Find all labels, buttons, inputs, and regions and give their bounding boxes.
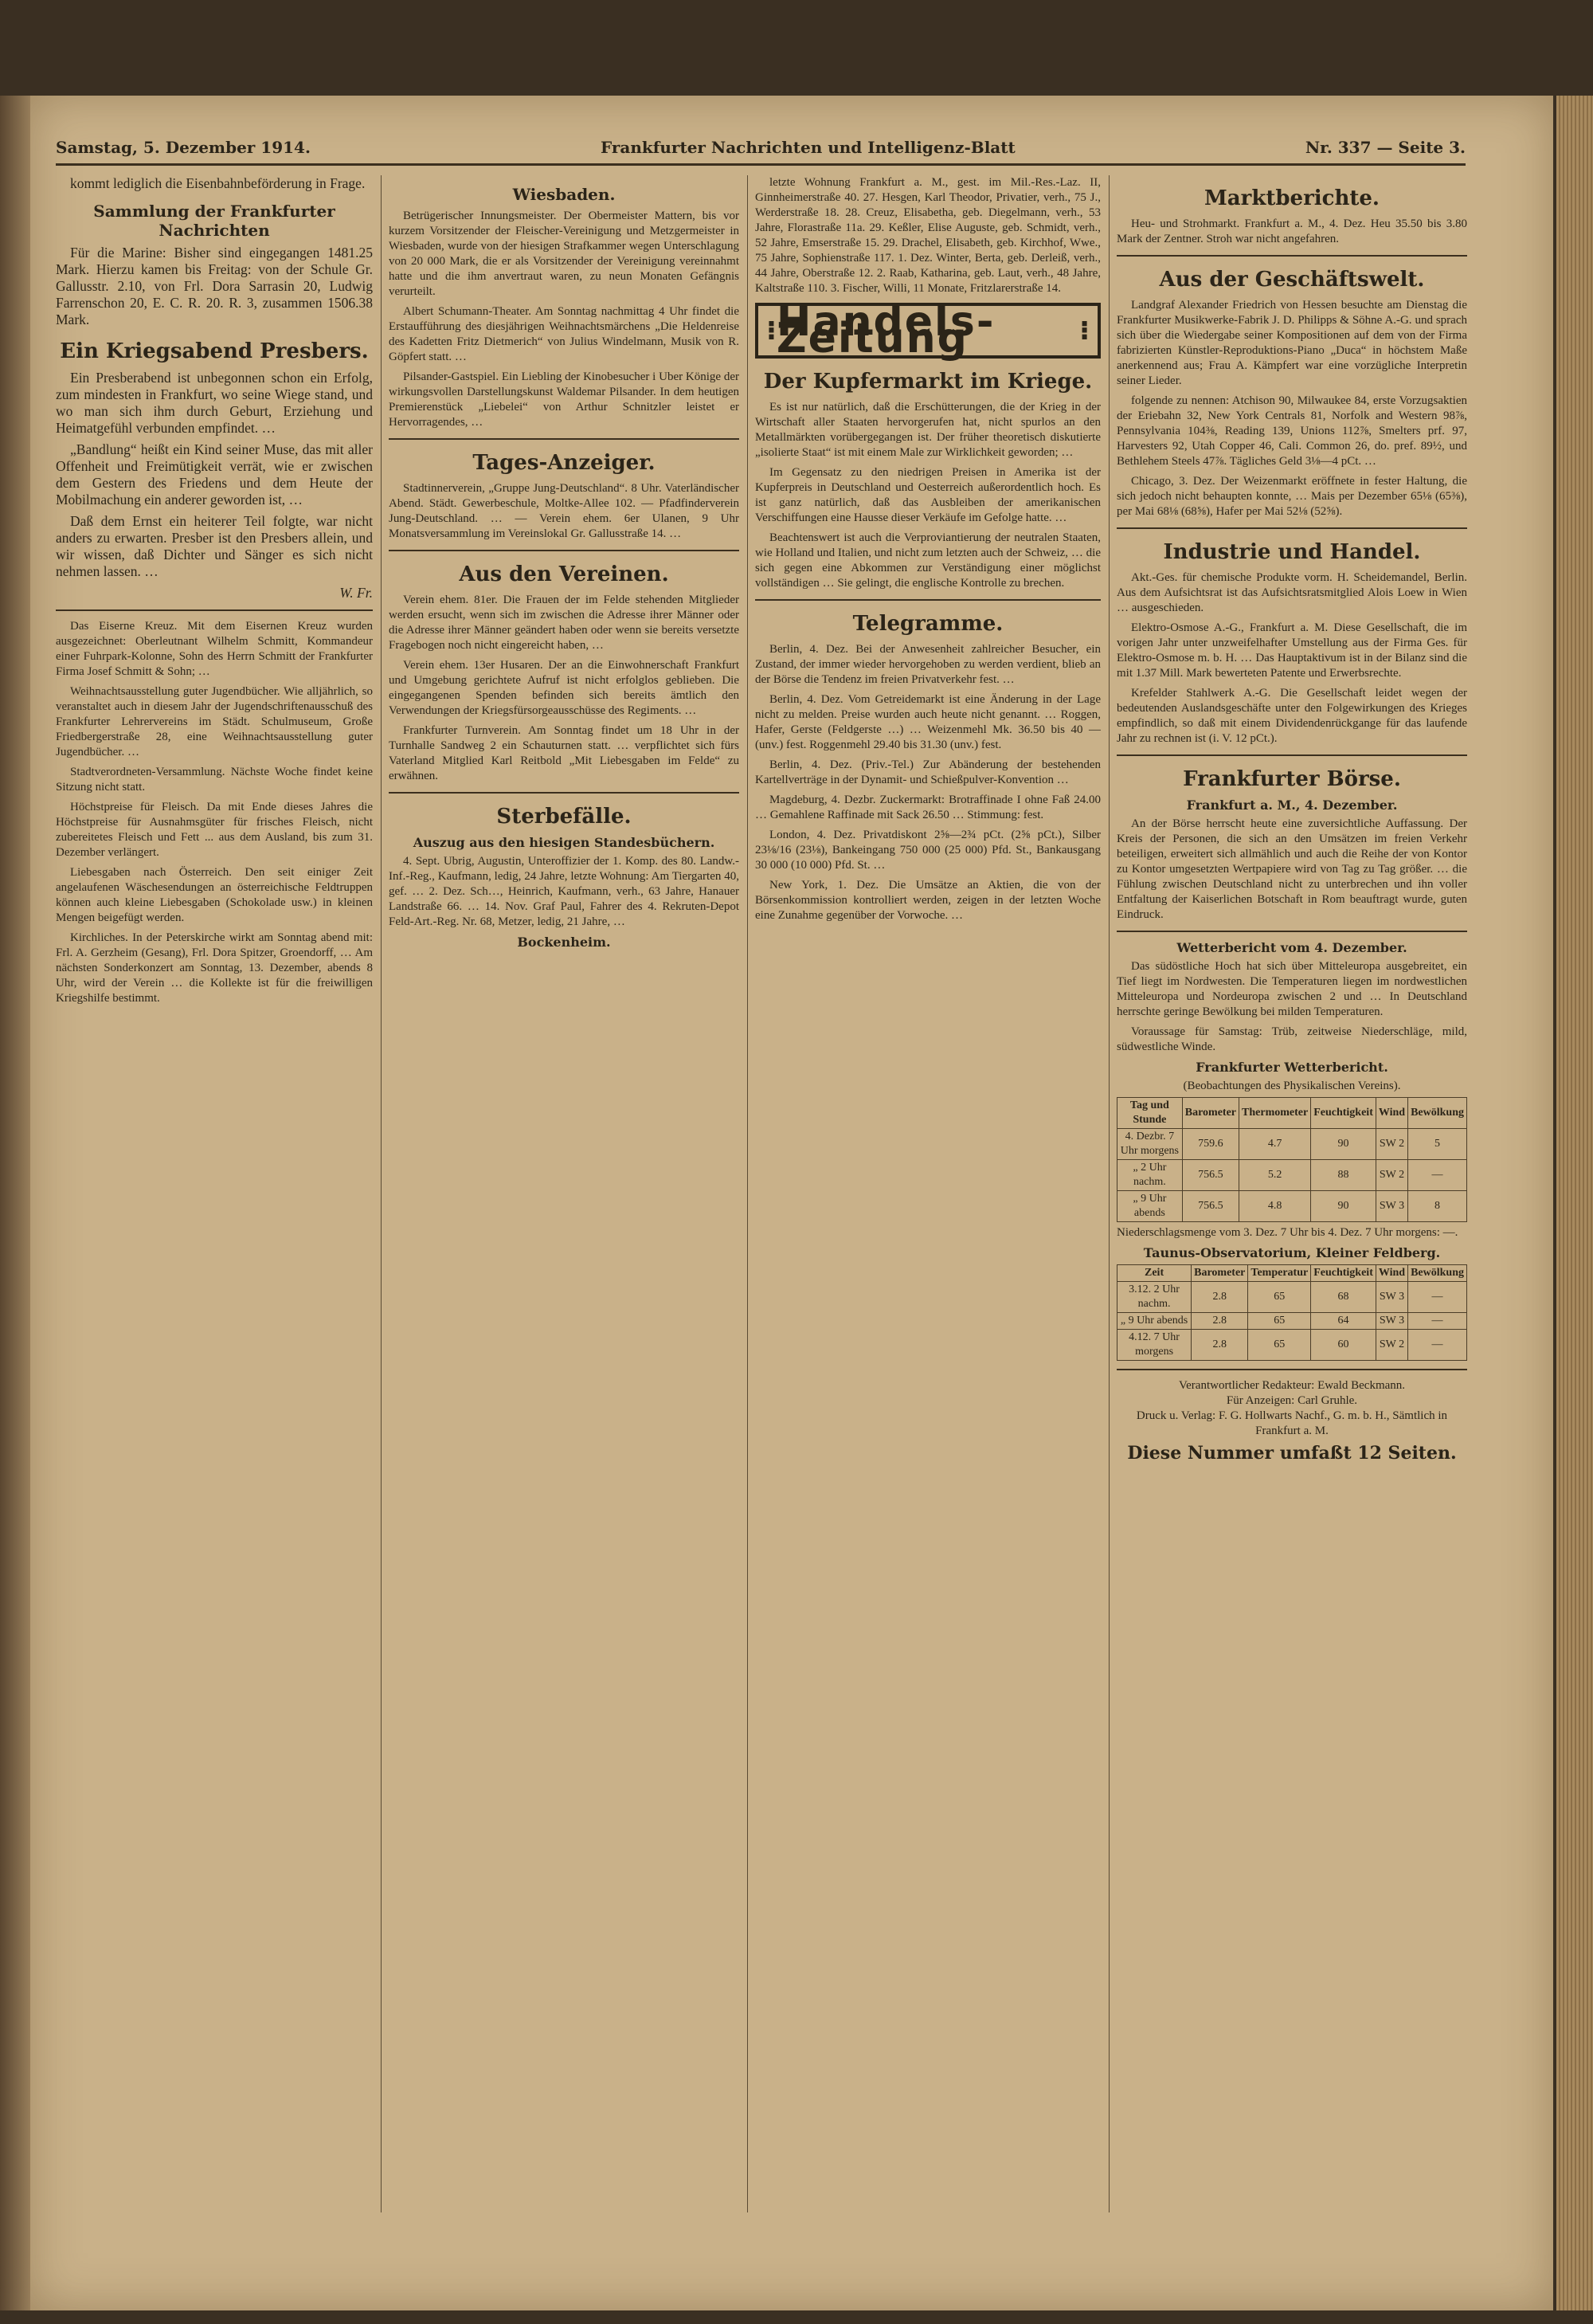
table-cell: 88 bbox=[1311, 1160, 1376, 1191]
page-edges bbox=[1556, 96, 1593, 2310]
divider bbox=[1117, 754, 1467, 756]
article-text: Im Gegensatz zu den niedrigen Preisen in Amerika ist der Kupferpreis in Deutschland und Oesterreich außerordentlich hoch. Es ist ganz natürlich, daß das Ausbleiben der amerikanischen Verschiffungen eine Hausse dieser Verkäufe im Gefolge hatte. … bbox=[755, 466, 1101, 524]
table-cell: 756.5 bbox=[1182, 1191, 1239, 1222]
table-cell: SW 2 bbox=[1376, 1129, 1407, 1160]
table-cell: — bbox=[1408, 1282, 1467, 1313]
news-item: Höchstpreise für Fleisch. Da mit Ende dieses Jahres die Höchstpreise für Ausnahmsgüter für frisches Fleisch, nicht zubereitetes Fleisch und Fett ... aus dem Ausland, bis zum 31. Dezember verlängert. bbox=[56, 801, 373, 859]
telegram: Magdeburg, 4. Dezbr. Zuckermarkt: Brotraffinade I ohne Faß 24.00 … Gemahlene Raffinade mit Sack 26.50 … Stimmung: fest. bbox=[755, 794, 1101, 821]
telegram: Berlin, 4. Dez. Vom Getreidemarkt ist eine Änderung in der Lage nicht zu melden. Preise wurden auch heute nicht genannt. … Roggen, Hafer, Gerste (Feldgerste …) … Weizenmehl Mk. 36.50 bis 40 — (unv.) fest. Roggenmehl 29.40 bis 31.30 (unv.) fest. bbox=[755, 693, 1101, 751]
header-issue: Nr. 337 — Seite 3. bbox=[1305, 138, 1466, 157]
weather-table-title: Taunus-Observatorium, Kleiner Feldberg. bbox=[1143, 1245, 1441, 1260]
article-text: Es ist nur natürlich, daß die Erschütterungen, die der Krieg in der Wirtschaft aller Staaten hervorgerufen hat, nicht spurlos an den Metallmärkten vorübergegangen ist. Der früher theoretisch diskutierte „isolierte Staat“ ist mit einem Male zur Wirklichkeit geworden; … bbox=[755, 401, 1101, 459]
table-cell: 5 bbox=[1408, 1129, 1467, 1160]
table-header-cell: Barometer bbox=[1192, 1265, 1248, 1282]
table-row bbox=[1117, 1282, 1467, 1313]
weather-heading: Wetterbericht vom 4. Dezember. bbox=[1176, 940, 1407, 955]
news-item: Liebesgaben nach Österreich. Den seit einiger Zeit angelaufenen Wäschesendungen an österreichische Feldtruppen können auch kleine Liebesgaben (Schokolade usw.) in kleinen Mengen beigefügt werden. bbox=[56, 866, 373, 924]
table-header-cell: Bewölkung bbox=[1408, 1265, 1467, 1282]
column-4 bbox=[1117, 175, 1467, 2220]
divider bbox=[56, 609, 373, 611]
divider bbox=[1117, 1369, 1467, 1370]
table-row bbox=[1117, 1160, 1467, 1191]
table-cell: 90 bbox=[1311, 1191, 1376, 1222]
table-header-cell: Barometer bbox=[1182, 1098, 1239, 1129]
column-3 bbox=[755, 175, 1101, 2220]
market-text: Chicago, 3. Dez. Der Weizenmarkt eröffnete in fester Haltung, die sich jedoch nicht behaupten konnte, … Mais per Dezember 65⅛ (65⅜), per Mai 68⅛ (68⅝), Hafer per Mai 52⅛ (52⅝). bbox=[1117, 475, 1467, 518]
news-item: Kirchliches. In der Peterskirche wirkt am Sonntag abend mit: Frl. A. Gerzheim (Gesang), Frl. Dora Spitzer, Groendorff, … Am nächsten Sonderkonzert am Sonntag, 13. Dezember, abends 8 Uhr, wird der Verein … die Kollekte ist für die freiwilligen Kriegshilfe bestimmt. bbox=[56, 931, 373, 1005]
header-masthead: Frankfurter Nachrichten und Intelligenz-Blatt bbox=[601, 138, 1016, 157]
weather-note: Niederschlagsmenge vom 3. Dez. 7 Uhr bis 4. Dez. 7 Uhr morgens: —. bbox=[1117, 1226, 1458, 1239]
table-cell: — bbox=[1408, 1160, 1467, 1191]
table-cell: 90 bbox=[1311, 1129, 1376, 1160]
table-cell: „ 9 Uhr abends bbox=[1117, 1191, 1183, 1222]
column-rule bbox=[747, 175, 748, 2212]
table-cell: 4.8 bbox=[1239, 1191, 1311, 1222]
weather-table-title: Frankfurter Wetterbericht. bbox=[1196, 1060, 1388, 1075]
divider bbox=[389, 792, 739, 794]
table-cell: SW 3 bbox=[1376, 1282, 1407, 1313]
section-heading: Aus der Geschäftswelt. bbox=[1159, 268, 1425, 292]
table-cell: 68 bbox=[1311, 1282, 1376, 1313]
news-item: Stadtinnerverein, „Gruppe Jung-Deutschland“. 8 Uhr. Vaterländischer Abend. Städt. Gewerbeschule, Moltke-Allee 102. — Pfadfinderverein Jung-Deutschland. … — Verein ehem. 6er Ulanen, 9 Uhr Monatsversammlung im Vereinslokal Gr. Gallusstraße 14. … bbox=[389, 482, 739, 540]
obituary-continuation: letzte Wohnung Frankfurt a. M., gest. im Mil.-Res.-Laz. II, Ginnheimerstraße 40. 27. Hesgen, Karl Theodor, Privatier, verh., 75 J., Werderstraße 18. 28. Creuz, Elisabetha, geb. Diegelmann, verh., 53 Jahre, Florastraße 11a. 29. Keßler, Elise Auguste, geb. Schmidt, verh., 52 Jahre, Emserstraße 15. 29. Drachel, Elisabeth, geb. Kirchhof, Wwe., 75 Jahre, Sophienstraße 117. 1. Dez. Winter, Berta, geb. Derleiß, verh., 44 Jahre, Oberstraße 12. 2. Raab, Katharina, geb. Laut, verh., 48 Jahre, Kaltstraße 110. 3. Fischer, Willi, 11 Monate, Fritzlarerstraße 14. bbox=[755, 176, 1101, 295]
column-2 bbox=[389, 175, 739, 2220]
section-heading: Frankfurter Börse. bbox=[1183, 767, 1401, 791]
banner-ornament-icon: ⁝ bbox=[766, 314, 777, 347]
table-cell: 4.7 bbox=[1239, 1129, 1311, 1160]
article-text: Daß dem Ernst ein heiterer Teil folgte, war nicht anders zu erwarten. Presber ist den Presbers allein, und wir wissen, daß Dichter und Sänger es sich nicht nehmen lassen. … bbox=[56, 513, 373, 579]
article-text: „Bandlung“ heißt ein Kind seiner Muse, das mit aller Offenheit und Freimütigkeit verrät, wie er zwischen dem Gestern des Friedens und dem Heute der Mobilmachung ein anderer geworden ist, … bbox=[56, 441, 373, 508]
banner-ornament-icon: ⁝ bbox=[1079, 314, 1090, 347]
table-cell: 5.2 bbox=[1239, 1160, 1311, 1191]
news-item: Krefelder Stahlwerk A.-G. Die Gesellschaft leidet wegen der bedeutenden Auslandsgeschäfte unter den Folgewirkungen des Krieges empfindlich, so daß mit einem Dividendenrückgange für das laufende Jahr zu rechnen ist (i. V. 12 pCt.). bbox=[1117, 687, 1467, 745]
section-subheading: Auszug aus den hiesigen Standesbüchern. bbox=[413, 835, 715, 850]
divider bbox=[1117, 255, 1467, 257]
section-heading: Marktberichte. bbox=[1204, 186, 1380, 210]
table-cell: 60 bbox=[1311, 1330, 1376, 1361]
table-row bbox=[1117, 1330, 1467, 1361]
frankfurt-weather-table bbox=[1117, 1097, 1467, 1222]
news-item: Stadtverordneten-Versammlung. Nächste Woche findet keine Sitzung nicht statt. bbox=[56, 766, 373, 794]
table-cell: 64 bbox=[1311, 1313, 1376, 1330]
table-cell: 4.12. 7 Uhr morgens bbox=[1117, 1330, 1192, 1361]
section-heading: Wiesbaden. bbox=[512, 185, 616, 204]
news-item: Heu- und Strohmarkt. Frankfurt a. M., 4. Dez. Heu 35.50 bis 3.80 Mark der Zentner. Stroh war nicht angefahren. bbox=[1117, 218, 1467, 245]
section-heading: Telegramme. bbox=[852, 612, 1004, 636]
imprint-ads: Für Anzeigen: Carl Gruhle. bbox=[1226, 1394, 1358, 1407]
table-cell: SW 2 bbox=[1376, 1160, 1407, 1191]
section-heading: Der Kupfermarkt im Kriege. bbox=[763, 370, 1093, 394]
weather-forecast: Voraussage für Samstag: Trüb, zeitweise Niederschläge, mild, südwestliche Winde. bbox=[1117, 1025, 1467, 1053]
news-item: Das Eiserne Kreuz. Mit dem Eisernen Kreuz wurden ausgezeichnet: Oberleutnant Wilhelm Schmitt, Kommandeur einer Fuhrpark-Kolonne, Sohn des Herrn Schmitt der Frankfurter Firma Josef Schmitt & Sohn; … bbox=[56, 620, 373, 678]
article-text: Für die Marine: Bisher sind eingegangen 1481.25 Mark. Hierzu kamen bis Freitag: von der Schule Gr. Gallusstr. 2.10, von Frl. Dora Sarrasin 20, Ludwig Farrenschon 20, E. C. R. 20. R. 3, zusammen 1506.38 Mark. bbox=[56, 245, 373, 327]
section-subheading: Bockenheim. bbox=[517, 935, 611, 950]
page-count-note: Diese Nummer umfaßt 12 Seiten. bbox=[1127, 1443, 1457, 1464]
table-cell: „ 2 Uhr nachm. bbox=[1117, 1160, 1183, 1191]
market-text: folgende zu nennen: Atchison 90, Milwaukee 84, erste Vorzugsaktien der Eriebahn 32, New York Centrals 81, Norfolk and Western 98⅞, Pennsylvania 104⅜, Reading 139, Unions 112⅞, Smelters prf. 97, Harvesters 92, Utah Copper 46, Cali. Common 26, do. pref. 89½, und Bethlehem Steels 47⅞. Tägliches Geld 3⅛—4 pCt. … bbox=[1117, 394, 1467, 468]
table-cell: 3.12. 2 Uhr nachm. bbox=[1117, 1282, 1192, 1313]
table-row bbox=[1117, 1313, 1467, 1330]
telegram: Berlin, 4. Dez. Bei der Anwesenheit zahlreicher Besucher, ein Zustand, der immer wieder hervorgehoben zu werden verdient, blieb an der Börse die Tendenz im freien Privatverkehr fest. … bbox=[755, 643, 1101, 686]
header-date: Samstag, 5. Dezember 1914. bbox=[56, 138, 311, 157]
table-cell: 2.8 bbox=[1192, 1330, 1248, 1361]
divider bbox=[1117, 931, 1467, 932]
divider bbox=[755, 599, 1101, 601]
table-cell: 2.8 bbox=[1192, 1313, 1248, 1330]
table-header-cell: Feuchtigkeit bbox=[1311, 1098, 1376, 1129]
table-row bbox=[1117, 1191, 1467, 1222]
section-heading: Sterbefälle. bbox=[496, 805, 632, 829]
dateline: Frankfurt a. M., 4. Dezember. bbox=[1186, 798, 1398, 813]
table-header-cell: Zeit bbox=[1117, 1265, 1192, 1282]
column-1 bbox=[56, 175, 373, 2220]
table-header-cell: Tag und Stunde bbox=[1117, 1098, 1183, 1129]
article-text: An der Börse herrscht heute eine zuversichtliche Auffassung. Der Kreis der Personen, die sich an den Umsätzen im freien Verkehr beteiligen, erweitert sich allmählich und auch die Reihe der von Kontor zu Kontor umgesetzten Wertpapiere wird von Tag zu Tag größer. … die Fühlung zwischen Deutschland nicht zu unterbrechen und ihn voller Entfaltung der Kaiserlichen Botschaft in Rom beauftragt wurde, guten Eindruck. bbox=[1117, 817, 1467, 921]
news-item: Weihnachtsausstellung guter Jugendbücher. Wie alljährlich, so veranstaltet auch in diesem Jahr der Jugendschriftenausschuß des Frankfurter Lehrervereins im Städt. Schulmuseum, Große Friedbergerstraße 28, eine Weihnachtsausstellung guter Jugendbücher. … bbox=[56, 685, 373, 758]
table-cell: „ 9 Uhr abends bbox=[1117, 1313, 1192, 1330]
author-signature: W. Fr. bbox=[339, 585, 373, 601]
table-cell: SW 2 bbox=[1376, 1330, 1407, 1361]
article-text: Ein Presberabend ist unbegonnen schon ein Erfolg, zum mindesten in Frankfurt, wo seine Wiege stand, und wo man sich ihm durch Geburt, Erziehung und Heimatgefühl verbunden empfindet. … bbox=[56, 370, 373, 436]
news-item: Verein ehem. 13er Husaren. Der an die Einwohnerschaft Frankfurt und Umgebung gerichtete Aufruf ist nicht erfolglos geblieben. Die eingegangenen Spenden befinden sich bereits ämtlich den Verwendungen der Kriegsfürsorgeausschüsse des Regiments. … bbox=[389, 659, 739, 717]
table-row bbox=[1117, 1129, 1467, 1160]
table-cell: — bbox=[1408, 1330, 1467, 1361]
table-cell: SW 3 bbox=[1376, 1313, 1407, 1330]
table-cell: 65 bbox=[1248, 1313, 1311, 1330]
divider bbox=[389, 550, 739, 551]
column-rule bbox=[381, 175, 382, 2212]
page-header bbox=[56, 131, 1466, 166]
news-item: Akt.-Ges. für chemische Produkte vorm. H. Scheidemandel, Berlin. Aus dem Aufsichtsrat ist das Aufsichtsratsmitglied Alois Loew in Wien … ausgeschieden. bbox=[1117, 571, 1467, 614]
news-item: Verein ehem. 81er. Die Frauen der im Felde stehenden Mitglieder werden ersucht, wenn sich im zwischen die Adresse ihrer Männer oder die Adresse ihrer Männer geändert haben oder wenn sie bereits versetzte Fragebogen noch nicht eingereicht haben, … bbox=[389, 594, 739, 652]
table-header-cell: Temperatur bbox=[1248, 1265, 1311, 1282]
article-lead-in: kommt lediglich die Eisenbahnbeförderung in Frage. bbox=[70, 175, 366, 191]
table-cell: 65 bbox=[1248, 1282, 1311, 1313]
table-header-cell: Wind bbox=[1376, 1265, 1407, 1282]
table-header-cell: Bewölkung bbox=[1408, 1098, 1467, 1129]
obituary-list: 4. Sept. Ubrig, Augustin, Unteroffizier der 1. Komp. des 80. Landw.-Inf.-Reg., Kaufmann, ledig, 24 Jahre, letzte Wohnung: Am Tiergarten 40, gef. … 2. Dez. Sch…, Heinrich, Kaufmann, verh., 63 Jahre, Hanauer Landstraße 66. … 14. Nov. Graf Paul, Fahrer des 4. Rekruten-Depot Feld-Art.-Reg. Nr. 68, Metzer, ledig, 21 Jahre, … bbox=[389, 855, 739, 928]
section-heading: Sammlung der Frankfurter Nachrichten bbox=[93, 202, 335, 240]
table-header-cell: Wind bbox=[1376, 1098, 1407, 1129]
table-cell: 4. Dezbr. 7 Uhr morgens bbox=[1117, 1129, 1183, 1160]
taunus-weather-table bbox=[1117, 1264, 1467, 1361]
table-cell: 759.6 bbox=[1182, 1129, 1239, 1160]
table-cell: 2.8 bbox=[1192, 1282, 1248, 1313]
weather-text: Das südöstliche Hoch hat sich über Mitteleuropa ausgebreitet, ein Tief liegt im Nordwesten. Die Temperaturen liegen im nordwestlichen Mitteleuropa und Nordeuropa zwischen 2 und … In Deutschland herrschte geringe Bewölkung bei milden Temperaturen. bbox=[1117, 960, 1467, 1018]
news-item: Betrügerischer Innungsmeister. Der Obermeister Mattern, bis vor kurzem Vorsitzender der Fleischer-Vereinigung und Metzgermeister in Wiesbaden, wurde von der hiesigen Strafkammer wegen Unterschlagung von 20 000 Mark, die er als Vorsitzender der Vereinigung vereinnahmt hatte und die ihm anvertraut waren, zu neun Monaten Gefängnis verurteilt. bbox=[389, 210, 739, 298]
section-heading: Ein Kriegsabend Presbers. bbox=[60, 339, 369, 363]
divider bbox=[389, 438, 739, 440]
banner-title: Handels-Zeitung bbox=[776, 298, 996, 363]
imprint-printer: Druck u. Verlag: F. G. Hollwarts Nachf., G. m. b. H., Sämtlich in Frankfurt a. M. bbox=[1136, 1409, 1448, 1437]
table-cell: 8 bbox=[1408, 1191, 1467, 1222]
section-heading: Tages-Anzeiger. bbox=[472, 451, 656, 475]
table-cell: 756.5 bbox=[1182, 1160, 1239, 1191]
telegram: New York, 1. Dez. Die Umsätze an Aktien, die von der Börsenkommission kontrolliert werden, zeigen in der letzten Woche eine Zunahme gegenüber der Vorwoche. … bbox=[755, 879, 1101, 922]
handels-zeitung-banner bbox=[755, 298, 1101, 363]
section-heading: Industrie und Handel. bbox=[1163, 540, 1421, 564]
table-header-cell: Feuchtigkeit bbox=[1311, 1265, 1376, 1282]
news-item: Albert Schumann-Theater. Am Sonntag nachmittag 4 Uhr findet die Erstaufführung des diesjährigen Weihnachtsmärchens „Die Heldenreise des Kadetten Fritz Dietmerich“ von Julius Windelmann, Musik von R. Göpfert statt. … bbox=[389, 305, 739, 363]
table-cell: — bbox=[1408, 1313, 1467, 1330]
weather-table-subtitle: (Beobachtungen des Physikalischen Vereins). bbox=[1183, 1080, 1401, 1092]
article-text: Beachtenswert ist auch die Verproviantierung der neutralen Staaten, wie Holland und Italien, und nicht zum letzten auch der Schweiz, … die sich gegen eine Abkommen zur Verständigung einer möglichst vollständigen … Sie gelingt, die englische Kontrolle zu brechen. bbox=[755, 531, 1101, 590]
news-item: Elektro-Osmose A.-G., Frankfurt a. M. Diese Gesellschaft, die im vorigen Jahr unter unzweifelhafter Umstellung aus der Firma Ges. für Elektro-Osmose m. b. H. … Das Hauptaktivum ist in der Bilanz sind die mit 1.37 Mill. Mark bewerteten Patente und Erwerbsrechte. bbox=[1117, 621, 1467, 680]
imprint-editor: Verantwortlicher Redakteur: Ewald Beckmann. bbox=[1178, 1379, 1406, 1392]
divider bbox=[1117, 527, 1467, 529]
table-header-cell: Thermometer bbox=[1239, 1098, 1311, 1129]
table-cell: 65 bbox=[1248, 1330, 1311, 1361]
table-cell: SW 3 bbox=[1376, 1191, 1407, 1222]
column-rule bbox=[1109, 175, 1110, 2212]
telegram: Berlin, 4. Dez. (Priv.-Tel.) Zur Abänderung der bestehenden Kartellverträge in der Dynamit- und Schießpulver-Konvention … bbox=[755, 758, 1101, 786]
telegram: London, 4. Dez. Privatdiskont 2⅝—2¾ pCt. (2⅝ pCt.), Silber 23⅛/16 (23⅛), Bankeingang 750 000 (25 000) Pfd. St., Bankausgang 30 000 (10 000) Pfd. St. … bbox=[755, 829, 1101, 872]
news-item: Landgraf Alexander Friedrich von Hessen besuchte am Dienstag die Frankfurter Musikwerke-Fabrik J. D. Philipps & Söhne A.-G. und sprach sich über die Wiedergabe seiner Kompositionen auf dem von der Firma fabrizierten Künstler-Reproduktions-Piano „Duca“ in höchstem Maße anerkennend aus; Frau A. Kämpfert war eine vorzügliche Interpretin seiner Lieder. bbox=[1117, 299, 1467, 387]
news-item: Frankfurter Turnverein. Am Sonntag findet um 18 Uhr in der Turnhalle Sandweg 2 ein Schauturnen statt. … verpflichtet sich fürs Vaterland Mitglied Karl Reitbold „Mit Liebesgaben im Felde“ zu erwähnen. bbox=[389, 724, 739, 782]
section-heading: Aus den Vereinen. bbox=[459, 562, 669, 586]
news-item: Pilsander-Gastspiel. Ein Liebling der Kinobesucher i Uber Könige der wirkungsvollen Darstellungskunst Waldemar Pilsander. In dem heutigen Premierenstück „Liebelei“ von Arthur Schnitzler leistet er Hervorragendes, … bbox=[389, 370, 739, 429]
